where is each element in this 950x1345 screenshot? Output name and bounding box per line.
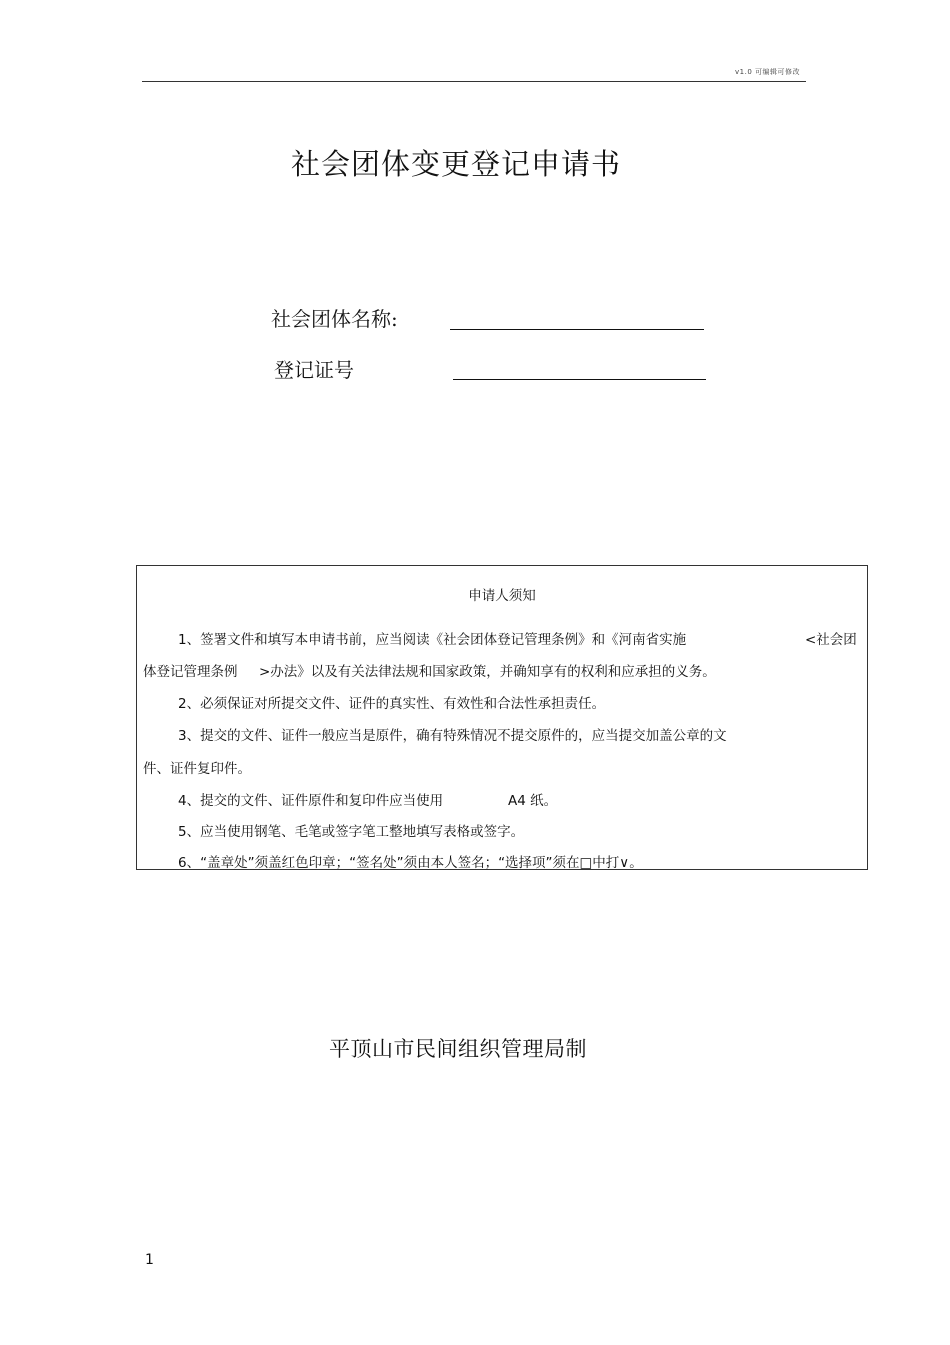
- notice-item-1-line-1: 1、签署文件和填写本申请书前，应当阅读《社会团体登记管理条例》和《河南省实施: [178, 632, 687, 648]
- notice-item-3-line-2: 件、证件复印件。: [143, 761, 251, 777]
- header-rule: [142, 81, 806, 82]
- notice-item-3-line-1: 3、提交的文件、证件一般应当是原件，确有特殊情况不提交原件的，应当提交加盖公章的文: [178, 728, 727, 744]
- org-name-field-line[interactable]: [450, 329, 704, 330]
- version-label: v1.0 可编辑可修改: [735, 68, 800, 76]
- registration-number-label: 登记证号: [274, 358, 354, 382]
- notice-item-4-paper-size: A4 纸。: [508, 793, 558, 809]
- applicant-notice-box: [136, 565, 868, 870]
- notice-item-4: 4、提交的文件、证件原件和复印件应当使用: [178, 793, 444, 809]
- registration-number-field-line[interactable]: [453, 379, 706, 380]
- issuing-organization: 平顶山市民间组织管理局制: [329, 1037, 587, 1061]
- notice-item-5: 5、应当使用钢笔、毛笔或签字笔工整地填写表格或签字。: [178, 824, 525, 840]
- org-name-label: 社会团体名称:: [271, 307, 398, 331]
- document-title: 社会团体变更登记申请书: [290, 147, 621, 181]
- notice-heading: 申请人须知: [468, 588, 536, 604]
- notice-item-1-line-1-tail: <社会团: [805, 632, 857, 648]
- page-number: 1: [145, 1252, 154, 1268]
- notice-item-6: 6、“盖章处”须盖红色印章；“签名处”须由本人签名；“选择项”须在□中打∨。: [178, 855, 643, 871]
- notice-item-1-line-2-start: 体登记管理条例: [143, 664, 238, 680]
- notice-item-2: 2、必须保证对所提交文件、证件的真实性、有效性和合法性承担责任。: [178, 696, 606, 712]
- notice-item-1-line-2-rest: >办法》以及有关法律法规和国家政策，并确知享有的权利和应承担的义务。: [259, 664, 716, 680]
